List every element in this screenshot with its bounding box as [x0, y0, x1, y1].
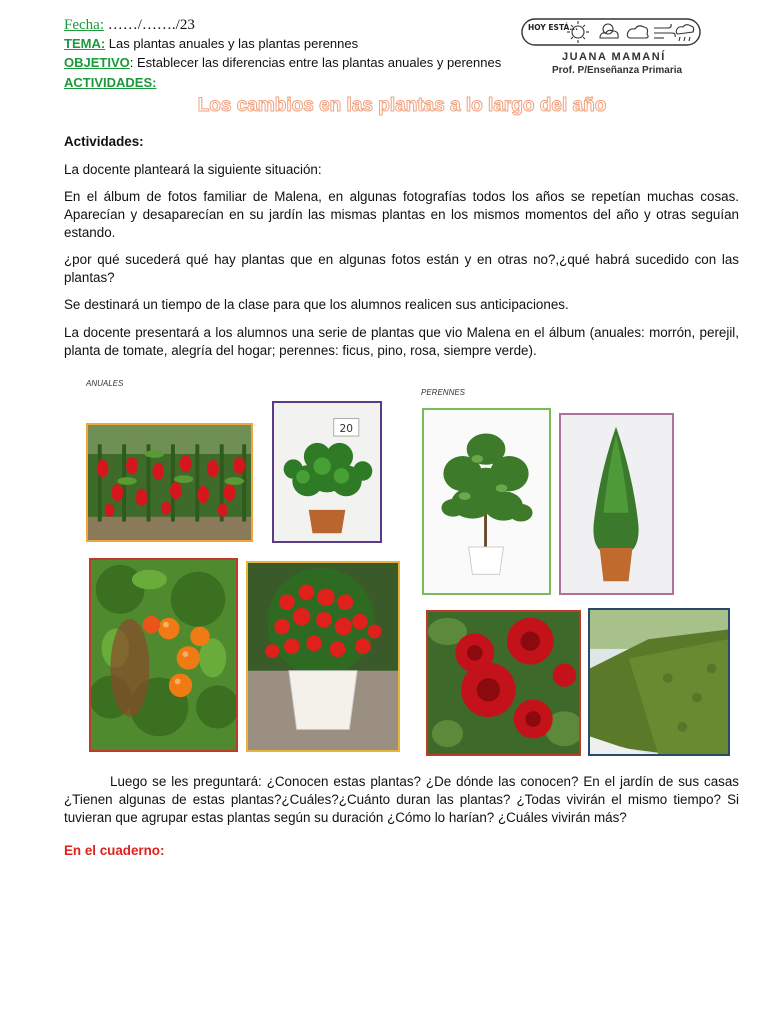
objetivo-line	[64, 55, 501, 71]
anuales-label: ANUALES	[86, 379, 124, 388]
photo-rosa	[426, 610, 581, 756]
teacher-logo	[520, 14, 705, 78]
objetivo-label: OBJETIVO	[64, 55, 130, 70]
actividades-title: Actividades:	[64, 134, 144, 149]
paragraph-anticipation: Se destinará un tiempo de la clase para que los alumnos realicen sus anticipaciones.	[64, 297, 569, 312]
pot-number: 20	[339, 422, 354, 436]
actividades-header	[64, 75, 156, 91]
paragraph-question: ¿por qué sucederá qué hay plantas que en algunas fotos están y en otras no?,¿qué habrá sucedido con las plantas?	[64, 252, 739, 285]
cuaderno-heading: En el cuaderno:	[64, 843, 165, 858]
fecha-value: ……/……./23	[103, 17, 195, 33]
paragraph-plants-list: La docente presentará a los alumnos una serie de plantas que vio Malena en el álbum (anuales: morrón, perejil, planta de tomate, alegría del hogar; perennes: ficus, pino, rosa, siempre verde).	[64, 325, 739, 358]
tema-value: Las plantas anuales y las plantas perennes	[105, 36, 359, 51]
paragraph-questions: Luego se les preguntará: ¿Conocen estas plantas? ¿De dónde las conocen? En el jardín de sus casas ¿Tienen algunas de estas plantas?¿Cuáles?¿Cuánto duran las plantas? ¿Todas vivirán el mismo tiempo? Si tuvieran que agrupar estas plantas según su duración ¿Cómo lo harían? ¿Cuáles vivirán más?	[64, 774, 739, 825]
fecha-label: Fecha:	[64, 17, 104, 33]
fecha-line	[64, 17, 195, 33]
photo-morron	[86, 423, 253, 542]
objetivo-value: : Establecer las diferencias entre las plantas anuales y perennes	[129, 55, 502, 70]
logo-subtitle: Prof. P/Enseñanza Primaria	[552, 65, 683, 76]
logo-name: JUANA MAMANÍ	[562, 51, 666, 63]
photo-perejil	[272, 401, 382, 543]
paragraph-album: En el álbum de fotos familiar de Malena, en algunas fotografías todos los años se repetían muchas cosas. Aparecían y desaparecían en su jardín las mismas plantas en los mismos momentos del año y otras seguían estando.	[64, 189, 739, 240]
photo-pino	[559, 413, 674, 595]
tema-line	[64, 36, 358, 52]
document-title: Los cambios en las plantas a lo largo del año	[197, 95, 607, 116]
tema-label: TEMA:	[64, 36, 106, 51]
weather-icons	[520, 14, 705, 50]
paragraph-situation: La docente planteará la siguiente situación:	[64, 162, 322, 177]
photo-alegria-del-hogar	[246, 561, 400, 752]
photo-siempre-verde	[588, 608, 730, 756]
logo-hoy-esta: HOY ESTÁ...	[528, 23, 578, 32]
photo-tomate	[89, 558, 238, 752]
perennes-label: PERENNES	[421, 388, 466, 397]
photo-ficus	[422, 408, 551, 595]
actividades-label: ACTIVIDADES:	[64, 75, 157, 90]
